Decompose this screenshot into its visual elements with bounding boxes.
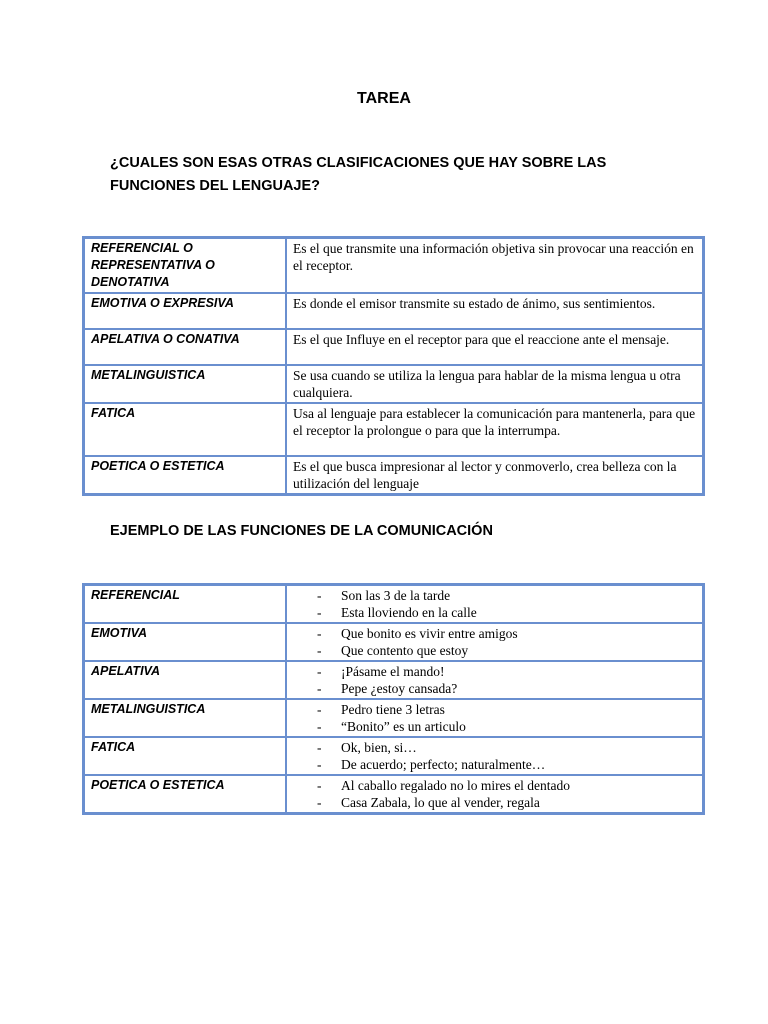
- table-row: [84, 699, 703, 737]
- example-item: - Pepe ¿estoy cansada?: [317, 681, 458, 696]
- table-row: [84, 293, 703, 329]
- example-item: - Pedro tiene 3 letras: [317, 702, 445, 717]
- examples-cell: [286, 775, 703, 813]
- description-cell: Es donde el emisor transmite su estado de ánimo, sus sentimientos.: [286, 293, 703, 329]
- term-cell: APELATIVA: [84, 661, 286, 699]
- examples-cell: [286, 699, 703, 737]
- table-row: [84, 329, 703, 365]
- table-row: [84, 403, 703, 456]
- table-row: [84, 661, 703, 699]
- description-cell: Es el que busca impresionar al lector y conmoverlo, crea belleza con la utilización del lenguaje: [286, 456, 703, 494]
- example-item: - Son las 3 de la tarde: [317, 588, 451, 603]
- example-item: - “Bonito” es un articulo: [317, 719, 466, 734]
- term-cell: FATICA: [84, 737, 286, 775]
- question-heading: ¿CUALES SON ESAS OTRAS CLASIFICACIONES QUE HAY SOBRE LAS FUNCIONES DEL LENGUAJE?: [110, 155, 607, 194]
- term-cell: POETICA O ESTETICA: [84, 775, 286, 813]
- example-item: - Casa Zabala, lo que al vender, regala: [317, 795, 540, 810]
- examples-cell: [286, 737, 703, 775]
- table-row: [84, 623, 703, 661]
- example-item: - Que bonito es vivir entre amigos: [317, 626, 518, 641]
- table-row: [84, 737, 703, 775]
- dash-bullet: -: [317, 626, 322, 641]
- description-cell: Usa al lenguaje para establecer la comunicación para mantenerla, para que el receptor la prolongue o para que la interrumpa.: [286, 403, 703, 456]
- term-cell: REFERENCIAL O REPRESENTATIVA O DENOTATIVA: [84, 238, 286, 293]
- table-row: [84, 585, 703, 623]
- term-cell: METALINGUISTICA: [84, 365, 286, 403]
- term-cell: METALINGUISTICA: [84, 699, 286, 737]
- dash-bullet: -: [317, 588, 322, 603]
- dash-bullet: -: [317, 681, 322, 696]
- table-row: [84, 456, 703, 494]
- example-item: - Que contento que estoy: [317, 643, 469, 658]
- dash-bullet: -: [317, 719, 322, 734]
- example-item: - ¡Pásame el mando!: [317, 664, 445, 679]
- dash-bullet: -: [317, 664, 322, 679]
- page-title: TAREA: [357, 90, 411, 107]
- example-item: - Ok, bien, si…: [317, 740, 417, 755]
- table-row: [84, 238, 703, 293]
- dash-bullet: -: [317, 605, 322, 620]
- table-row: [84, 775, 703, 813]
- term-cell: FATICA: [84, 403, 286, 456]
- examples-cell: [286, 661, 703, 699]
- description-cell: Es el que Influye en el receptor para que el reaccione ante el mensaje.: [286, 329, 703, 365]
- term-cell: EMOTIVA: [84, 623, 286, 661]
- term-cell: EMOTIVA O EXPRESIVA: [84, 293, 286, 329]
- examples-cell: [286, 623, 703, 661]
- description-cell: Es el que transmite una información objetiva sin provocar una reacción en el receptor.: [286, 238, 703, 293]
- example-item: - De acuerdo; perfecto; naturalmente…: [317, 757, 546, 772]
- dash-bullet: -: [317, 795, 322, 810]
- examples-table: [82, 583, 705, 815]
- dash-bullet: -: [317, 778, 322, 793]
- term-cell: POETICA O ESTETICA: [84, 456, 286, 494]
- examples-cell: [286, 585, 703, 623]
- dash-bullet: -: [317, 740, 322, 755]
- table-row: [84, 365, 703, 403]
- example-item: - Esta lloviendo en la calle: [317, 605, 477, 620]
- examples-heading: EJEMPLO DE LAS FUNCIONES DE LA COMUNICACIÓN: [110, 523, 493, 539]
- dash-bullet: -: [317, 702, 322, 717]
- example-item: - Al caballo regalado no lo mires el dentado: [317, 778, 571, 793]
- term-cell: REFERENCIAL: [84, 585, 286, 623]
- dash-bullet: -: [317, 757, 322, 772]
- classifications-table: [82, 236, 705, 496]
- description-cell: Se usa cuando se utiliza la lengua para hablar de la misma lengua u otra cualquiera.: [286, 365, 703, 403]
- term-cell: APELATIVA O CONATIVA: [84, 329, 286, 365]
- dash-bullet: -: [317, 643, 322, 658]
